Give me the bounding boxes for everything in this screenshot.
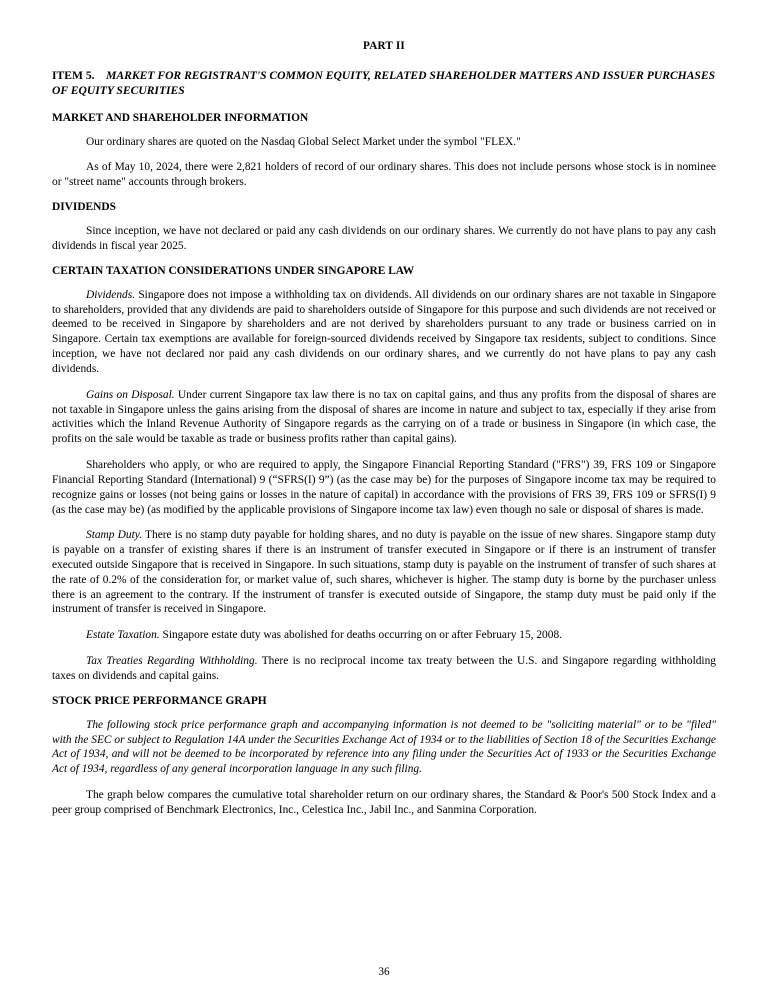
taxation-heading: CERTAIN TAXATION CONSIDERATIONS UNDER SINGAPORE LAW bbox=[52, 264, 415, 277]
taxation-frs-paragraph: Shareholders who apply, or who are required to apply, the Singapore Financial Reporting Standard ("FRS") 39, FRS 109 or Singapore Financial Reporting Standard (International) 9 (“SFRS(I) 9”) (as the case may be) for the purposes of Singapore income tax may be required to recognize gains or losses (not being gains or losses in the nature of capital) in accordance with the provisions of FRS 39, FRS 109 or SFRS(I) 9 (as the case may be) (as modified by the applicable provisions of Singapore income tax law) even though no sale or disposal of shares is made. bbox=[52, 459, 716, 516]
taxation-estate-lead: Estate Taxation. bbox=[86, 629, 160, 642]
page-number: 36 bbox=[378, 966, 390, 978]
dividends-heading: DIVIDENDS bbox=[52, 201, 116, 214]
performance-graph-disclaimer: The following stock price performance graph and accompanying information is not deemed to be "soliciting material" or to be "filed" with the SEC or subject to Regulation 14A under the Securities Exchange Act of 1934 or to the liabilities of Section 18 of the Securities Exchange Act of 1934, and will not be deemed to be incorporated by reference into any filing under the Securities Act of 1933 or the Securities Exchange Act of 1934, regardless of any general incorporation language in any such filing. bbox=[52, 718, 716, 776]
market-info-paragraph-2: As of May 10, 2024, there were 2,821 holders of record of our ordinary shares. This does not include persons whose stock is in nominee or "street name" accounts through brokers. bbox=[52, 161, 716, 189]
dividends-paragraph-1: Since inception, we have not declared or paid any cash dividends on our ordinary shares. We currently do not have plans to pay any cash dividends in fiscal year 2025. bbox=[52, 225, 716, 252]
market-info-heading: MARKET AND SHAREHOLDER INFORMATION bbox=[52, 111, 309, 124]
taxation-gains-text: Under current Singapore tax law there is no tax on capital gains, and thus any profits from the disposal of shares are not taxable in Singapore unless the gains arising from the disposal of shares are income in nature and subject to tax, especially if they arise from activities which the Inland Revenue Authority of Singapore regards as the carrying on of a trade or business in Singapore (in which case, the profits on the sale would be taxable as trade or business profits rather than capital gains). bbox=[52, 388, 716, 446]
taxation-stamp-text: There is no stamp duty payable for holding shares, and no duty is payable on the issue of new shares. Singapore stamp duty is payable on a transfer of existing shares if there is an instrument of transfer executed in Singapore or if there is an instrument of transfer executed outside Singapore that is received in Singapore. In such situations, stamp duty is payable on the instrument of transfer of such shares at the rate of 0.2% of the consideration for, or market value of, such shares, whichever is higher. The stamp duty is borne by the purchaser unless there is an agreement to the contrary. If the instrument of transfer is executed outside of Singapore, the stamp duty must be paid only if the instrument of transfer is received in Singapore. bbox=[52, 529, 716, 616]
taxation-gains-paragraph bbox=[52, 388, 716, 447]
taxation-dividends-paragraph bbox=[52, 288, 716, 377]
item-title: MARKET FOR REGISTRANT'S COMMON EQUITY, RELATED SHAREHOLDER MATTERS AND ISSUER PURCHASES OF EQUITY SECURITIES bbox=[52, 69, 716, 98]
taxation-dividends-lead: Dividends. bbox=[86, 288, 136, 301]
taxation-dividends-text: Singapore does not impose a withholding tax on dividends. All dividends on our ordinary shares are not taxable in Singapore to shareholders, provided that any dividends are paid to shareholders outside of Singapore for this purpose and such dividends are not received or deemed to be received in Singapore by shareholders and are not derived by shareholders pursuant to any trade or business carried on in Singapore. Certain tax exemptions are available for foreign-sourced dividends received by Singapore tax residents, subject to conditions. Since inception, we have not declared nor paid any cash dividends on our ordinary shares, and we currently do not have plans to pay any cash dividends. bbox=[52, 288, 716, 375]
taxation-treaties-paragraph bbox=[52, 654, 716, 684]
taxation-gains-lead: Gains on Disposal. bbox=[86, 388, 175, 401]
taxation-treaties-text: There is no reciprocal income tax treaty between the U.S. and Singapore regarding withholding taxes on dividends and capital gains. bbox=[52, 655, 716, 682]
taxation-estate-paragraph bbox=[52, 628, 716, 643]
performance-graph-heading: STOCK PRICE PERFORMANCE GRAPH bbox=[52, 694, 267, 707]
taxation-stamp-lead: Stamp Duty. bbox=[86, 529, 143, 542]
item-heading bbox=[52, 68, 716, 99]
taxation-estate-text: Singapore estate duty was abolished for deaths occurring on or after February 15, 2008. bbox=[162, 629, 562, 642]
taxation-stamp-paragraph bbox=[52, 528, 716, 617]
performance-graph-paragraph-1: The graph below compares the cumulative total shareholder return on our ordinary shares, the Standard & Poor's 500 Stock Index and a peer group comprised of Benchmark Electronics, Inc., Celestica Inc., Jabil Inc., and Sanmina Corporation. bbox=[52, 789, 716, 816]
market-info-paragraph-1: Our ordinary shares are quoted on the Nasdaq Global Select Market under the symbol "FLEX." bbox=[86, 135, 521, 148]
taxation-treaties-lead: Tax Treaties Regarding Withholding. bbox=[86, 655, 258, 668]
part-heading: PART II bbox=[363, 40, 405, 52]
item-label: ITEM 5. bbox=[52, 69, 95, 82]
